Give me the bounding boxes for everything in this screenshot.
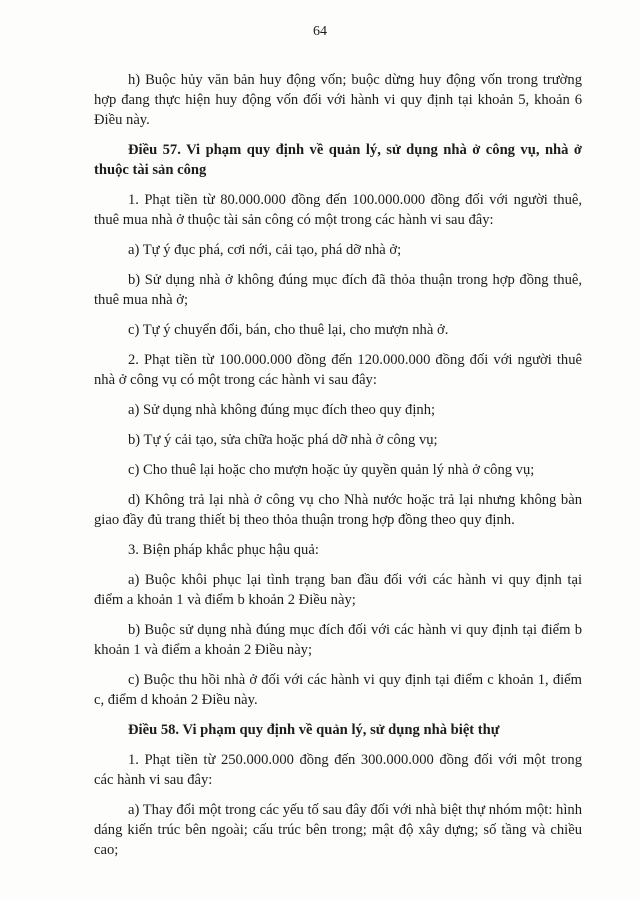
paragraph-57-2d: d) Không trả lại nhà ở công vụ cho Nhà nước hoặc trả lại nhưng không bàn giao đầy đủ trang thiết bị theo thỏa thuận trong hợp đồng theo quy định.	[94, 492, 582, 528]
paragraph-57-3: 3. Biện pháp khắc phục hậu quả:	[128, 542, 319, 558]
article-57-heading: Điều 57. Vi phạm quy định về quản lý, sử dụng nhà ở công vụ, nhà ở thuộc tài sản công	[94, 142, 582, 178]
paragraph-57-2c: c) Cho thuê lại hoặc cho mượn hoặc ủy quyền quản lý nhà ở công vụ;	[128, 462, 535, 478]
paragraph-57-3b: b) Buộc sử dụng nhà đúng mục đích đối với các hành vi quy định tại điểm b khoản 1 và điểm a khoản 2 Điều này;	[94, 622, 582, 658]
paragraph-57-1c: c) Tự ý chuyển đổi, bán, cho thuê lại, cho mượn nhà ở.	[128, 322, 449, 338]
paragraph-57-2b: b) Tự ý cải tạo, sửa chữa hoặc phá dỡ nhà ở công vụ;	[128, 432, 438, 448]
paragraph-58-1: 1. Phạt tiền từ 250.000.000 đồng đến 300.000.000 đồng đối với một trong các hành vi sau đây:	[94, 752, 582, 788]
page-number: 64	[313, 24, 327, 39]
paragraph-57-2a: a) Sử dụng nhà không đúng mục đích theo quy định;	[128, 402, 436, 418]
paragraph-57-3a: a) Buộc khôi phục lại tình trạng ban đầu đối với các hành vi quy định tại điểm a khoản 1 và điểm b khoản 2 Điều này;	[94, 572, 582, 608]
paragraph-57-1b: b) Sử dụng nhà ở không đúng mục đích đã thỏa thuận trong hợp đồng thuê, thuê mua nhà ở;	[94, 272, 582, 308]
paragraph-57-1a: a) Tự ý đục phá, cơi nới, cải tạo, phá dỡ nhà ở;	[128, 242, 402, 258]
paragraph-57-1: 1. Phạt tiền từ 80.000.000 đồng đến 100.000.000 đồng đối với người thuê, thuê mua nhà ở thuộc tài sản công có một trong các hành vi sau đây:	[94, 192, 582, 228]
paragraph-57-3c: c) Buộc thu hồi nhà ở đối với các hành vi quy định tại điểm c khoản 1, điểm c, điểm d khoản 2 Điều này.	[94, 672, 582, 708]
article-58-heading: Điều 58. Vi phạm quy định về quản lý, sử dụng nhà biệt thự	[128, 722, 500, 738]
paragraph-58-1a: a) Thay đổi một trong các yếu tố sau đây đối với nhà biệt thự nhóm một: hình dáng kiến trúc bên ngoài; cấu trúc bên trong; mật độ xây dựng; số tầng và chiều cao;	[94, 802, 582, 858]
paragraph-57-2: 2. Phạt tiền từ 100.000.000 đồng đến 120.000.000 đồng đối với người thuê nhà ở công vụ có một trong các hành vi sau đây:	[94, 352, 582, 388]
paragraph-h: h) Buộc hủy văn bản huy động vốn; buộc dừng huy động vốn trong trường hợp đang thực hiện huy động vốn đối với hành vi quy định tại khoản 5, khoản 6 Điều này.	[94, 72, 582, 128]
page-body	[94, 64, 582, 860]
